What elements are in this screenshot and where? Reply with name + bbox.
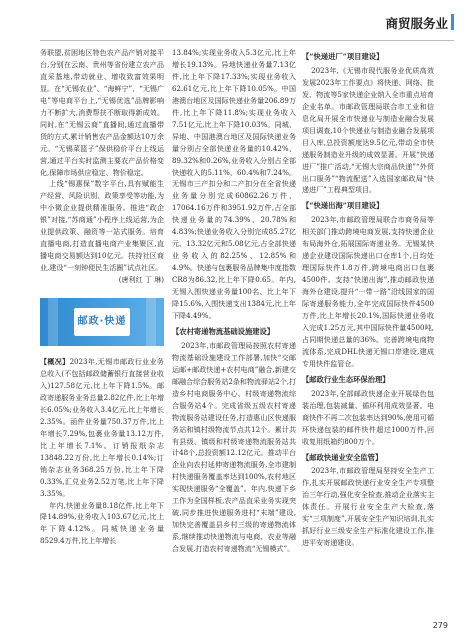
paragraph: 2023年,市邮政管理局按照农村寄递物流基础设施建设工作部署,加快“交邮运邮+邮政快递+农村电商”融合,新建交邮融合综合服务站2条和物流驿站2个,打造乡村电商服务中心、村级寄递物流综合服务站4个。完成省级五级农村寄递物流服务站建设任务,打造惠山区快递服务站和镇村级物流节点共12个。累计共有县级、镇级和村级寄递物流服务站共计48个,总投资额12.12亿元。推动平台企业向农村延伸寄递物流服务,全市建制村快递服务覆盖率达到100%,农村地区实现快递服务“全覆盖”。年内,快递下乡工作为全国样板,农产品直采业务实现突破,同步推进快递服务进村“末端”建设,加快完善覆盖县乡村三级的寄递物流体系,继续推动快递物流与电商、农业等融合发展,打造农村寄递物流“无锡模式”。 (172, 340, 296, 554)
column-2 (172, 47, 296, 555)
header-accent-bar (451, 14, 454, 30)
paragraph: 上线“锡惠保”数字平台,具有赋能生产经营、风险识别、政策享受等功能,为中小微企业提供精准服务。推进“政企银”对接,“苏商通”小程序上线运营,为企业提供政策、融资等一站式服务。培育直播电商,打造直播电商产业集聚区,直播电商交易额达到10亿元。扶持社区商业,建设“一刻钟便民生活圈”试点社区。 (40, 179, 164, 273)
section-heading: 【邮政快递业安全监管】 (302, 452, 383, 462)
paragraph: 13.84%;实现业务收入5.3亿元,比上年增长19.13%。异地快递业务量7.13亿件,比上年下降17.33%;实现业务收入62.61亿元,比上年下降10.05%。中国港澳台地区及国际快递业务量206.89万件,比上年下降11.8%;实现业务收入7.51亿元,比上年下降10.03%。同城、异地、中国港澳台地区及国际快递业务量分别占全部快递业务量的10.42%、89.32%和0.26%,业务收入分别占全部快递收入的5.11%、60.4%和7.24%。无锡市三产扣分和二产扣分在全省快递业务量分别完成60862.26万件、17064.16万件和3951.92万件,占全部快递业务量的74.39%、20.78%和4.83%;快递业务收入分别完成85.27亿元、13.32亿元和5.08亿元,占全部快递业务收入的82.25%、12.85%和4.9%。快递与包裹服务品牌集中度指数CR8为86.32,比上年下降0.65。年内,无锡入围快递业务量100名、比上年下降15.6%,入围快递支出1384元,比上年下降4.49%。 (172, 48, 296, 320)
author-credit: (唐利红 丁 琳) (118, 275, 164, 285)
section-heading: 【农村寄递物流基础设施建设】 (172, 326, 275, 336)
section-banner (40, 298, 164, 346)
section-heading: 【概况】 (40, 357, 70, 367)
column-1 (40, 47, 164, 547)
running-header: 商贸服务业 (385, 16, 448, 31)
paragraph: 年内,快递业务量8.18亿件,比上年下降14.89%,业务收入103.67亿元,比上年下降4.12%。同城快递业务量8529.4万件,比上年增长 (40, 500, 164, 546)
column-3 (302, 47, 434, 549)
section-heading: 【邮政行业生态环保治理】 (302, 374, 390, 384)
paragraph: 2023年,市邮政管理局坚持安全生产工作,扎实开展邮政快递行业安全生产专项整治三年行动,强化安全检查,推动企业落实主体责任。开展行业安全生产大检查,落实“三项制度”,开展安全生产知识培训,扎实抓好行业三级安全生产标准化建设工作,推进平安寄递建设。 (302, 466, 434, 548)
paragraph: 2023年,《无锡市现代服务业优质高效发展2023年工作要点》将快递、网络、批发、物流等5家快递企业纳入全市重点培育企业名单。市邮政管理局联合市工业和信息化局开展全市快递业与制造业融合发展项目调查,10个快递业与制造业融合发展项目入库,总投资额度达9.5亿元,带动全市快递服务制造业升级的成效显著。开展“快递进厂”推广活动,“无锡大宗商品快递”“外贸出口服务”“物流配送”入选国家邮政局“快递进厂”工程典型项目。 (302, 65, 434, 195)
banner-stripe (146, 298, 156, 346)
paragraph: 2023年,市邮政管理局联合市商务局等相关部门推动跨境电商发展,支持快递企业布局海外仓,拓展国际寄递业务。无锡某快递企业建设国际快递出口仓库1个,日均处理国际快件1.8万件,跨境电商出口包裹4500件。支持“快递出海”,推动邮政快递海外仓建设,提升“一带一路”沿线国家的国际寄递服务能力,全年完成国际快件4500万件,比上年增长20.1%,国际快递业务收入完成1.25万元,其中国际快件量4500吨,占同期快递总量的36%。完善跨境电商物流体系,完成DHL快递无锡口岸建设,建成专用快件监管仓。 (302, 215, 434, 368)
paragraph: 务联盟,贫困地区特色农产品产销对接平台,分别在云南、贵州等省份建立农产品直采基地,带动就业、增收致富效果明显。在“无锡农业”、“海鲜宁”、“无锡广电”等电商平台上,“无锡优选”品牌影响力不断扩大,消费帮扶不断取得新成效。同时,在“无锡云商”直播间,通过直播带货的方式,累计销售农产品金额达10万余元。“无锡菜篮子”保供稳价平台上线运营,通过平台实时监测主要农产品价格变化,保障市场供应稳定、物价稳定。 (40, 48, 164, 177)
section-heading: 【“快递进厂”项目建设】 (302, 52, 384, 61)
banner-stripe (48, 298, 58, 346)
header-rule (40, 40, 454, 41)
section-heading: 【“快递出海”项目建设】 (302, 201, 384, 211)
paragraph: 2023年,全部邮政快递企业开展绿色包装治理,包装减量、循环利用成效显著。电商快件不再二次包装率达到90%,使用可循环快递包装的邮件快件超过1000万件,回收复用纸箱约800万个。 (302, 388, 434, 446)
page-number: 279 (432, 621, 448, 630)
section-banner-title: 邮政·快递 (74, 308, 130, 336)
paragraph: 2023年,无锡市邮政行业业务总收入(不包括邮政储蓄银行直接营业收入)127.58亿元,比上年下降1.5%。邮政寄递服务业务总量2.82亿件,比上年增长6.05%;业务收入3.4亿元,比上年增长2.35%。函件业务量750.37万件,比上年增长7.29%,包裹业务量13.12万件,比上年增长7.1%。订销报纸杂志13848.22万份,比上年增长0.14%;订销杂志业务368.25万份,比上年下降0.33%,汇兑业务2.52万笔,比上年下降3.35%。 (40, 357, 164, 498)
